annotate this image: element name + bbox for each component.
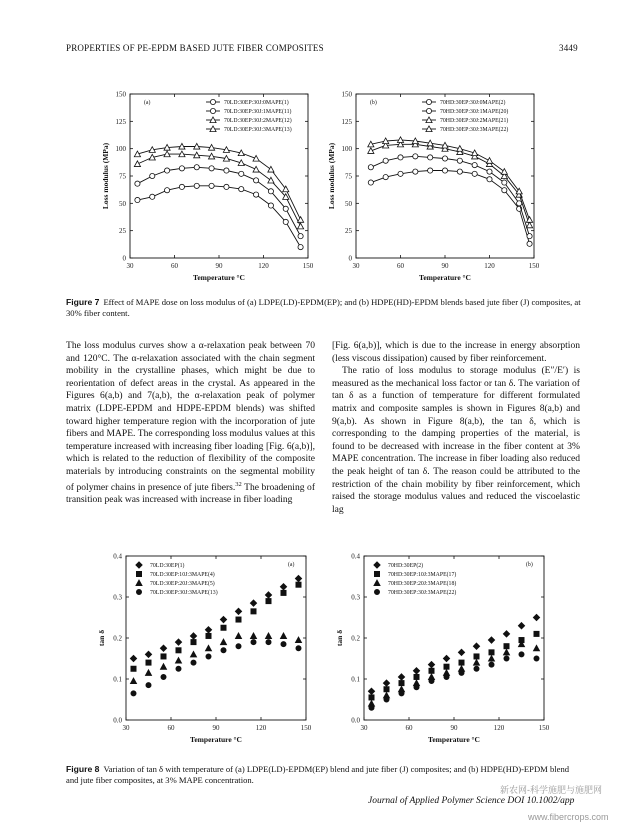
figure-7-caption-text: Effect of MAPE dose on loss modulus of (a) LDPE(LD)-EPDM(EP); and (b) HDPE(HD)-EPDM blends based jute fiber (J) composites, at 30% fiber content. — [66, 297, 581, 319]
legend-marker — [136, 571, 141, 576]
y-axis-label: Loss modulus (MPa) — [327, 142, 336, 210]
data-point — [283, 219, 288, 224]
y-tick-label: 0 — [122, 254, 126, 263]
x-axis-label: Temperature °C — [419, 273, 471, 282]
y-tick-label: 0.3 — [351, 593, 360, 602]
data-point — [220, 616, 226, 622]
y-tick-label: 0.3 — [113, 593, 122, 602]
data-point — [383, 174, 388, 179]
legend-label: 70HD:30EP:10J:3MAPE(17) — [388, 572, 457, 578]
data-point — [253, 192, 258, 197]
legend-label: 70LD:30EP(1) — [150, 563, 185, 569]
x-tick-label: 60 — [397, 262, 404, 270]
data-point — [489, 650, 494, 655]
x-tick-label: 90 — [212, 724, 220, 732]
data-point — [369, 705, 374, 710]
legend-label: 70HD:30EP:30J:2MAPE(21) — [440, 118, 509, 124]
panel-label: (b) — [526, 562, 533, 568]
panel-label: (a) — [288, 562, 295, 568]
data-point — [474, 666, 479, 671]
data-point — [457, 158, 462, 163]
data-point — [266, 599, 271, 604]
data-point — [489, 662, 494, 667]
data-point — [146, 683, 151, 688]
data-point — [504, 656, 509, 661]
data-point — [368, 180, 373, 185]
x-axis-label: Temperature °C — [190, 735, 242, 744]
data-point — [194, 165, 199, 170]
data-point — [399, 691, 404, 696]
data-point — [160, 645, 166, 651]
data-point — [145, 670, 151, 676]
legend-label: 70HD:30EP:30J:0MAPE(2) — [440, 100, 506, 106]
data-point — [486, 158, 492, 164]
data-point — [130, 655, 136, 661]
data-point — [250, 633, 256, 639]
data-point — [160, 664, 166, 670]
series-line — [371, 140, 530, 220]
page-number: 3449 — [559, 43, 578, 53]
series-1 — [368, 614, 539, 694]
series-1 — [135, 183, 303, 249]
x-tick-label: 90 — [441, 262, 449, 270]
data-point — [176, 666, 181, 671]
data-point — [191, 640, 196, 645]
legend-label: 70HD:30EP:30J:1MAPE(20) — [440, 109, 509, 115]
data-point — [175, 657, 181, 663]
data-point — [383, 158, 388, 163]
x-tick-label: 30 — [126, 262, 134, 270]
data-point — [265, 633, 271, 639]
data-point — [526, 222, 532, 228]
y-tick-label: 0.4 — [113, 552, 122, 561]
x-axis-label: Temperature °C — [428, 735, 480, 744]
data-point — [190, 633, 196, 639]
data-point — [268, 203, 273, 208]
y-tick-label: 150 — [115, 90, 126, 99]
data-point — [384, 687, 389, 692]
data-point — [517, 201, 522, 206]
data-point — [368, 165, 373, 170]
data-point — [206, 633, 211, 638]
data-point — [265, 592, 271, 598]
data-point — [503, 649, 509, 655]
data-point — [296, 582, 301, 587]
y-tick-label: 0.2 — [351, 634, 360, 643]
data-point — [205, 627, 211, 633]
x-tick-label: 120 — [493, 724, 505, 732]
data-point — [444, 674, 449, 679]
data-point — [176, 648, 181, 653]
series-4 — [131, 640, 301, 696]
data-point — [428, 155, 433, 160]
series-2 — [369, 631, 539, 700]
x-tick-label: 150 — [538, 724, 550, 732]
data-point — [179, 166, 184, 171]
legend-label: 70HD:30EP(2) — [388, 563, 424, 569]
data-point — [296, 646, 301, 651]
y-tick-label: 0.0 — [351, 716, 360, 725]
data-point — [297, 217, 303, 223]
data-point — [442, 168, 447, 173]
data-point — [444, 664, 449, 669]
series-1 — [130, 575, 301, 661]
figure-8b — [334, 548, 574, 758]
data-point — [190, 651, 196, 657]
legend-marker — [374, 580, 380, 586]
x-tick-label: 60 — [405, 724, 413, 732]
data-point — [161, 654, 166, 659]
data-point — [527, 234, 532, 239]
y-tick-label: 50 — [345, 199, 352, 208]
x-tick-label: 150 — [300, 724, 312, 732]
data-point — [268, 177, 274, 183]
y-tick-label: 0.1 — [351, 675, 360, 684]
series-line — [137, 154, 300, 226]
data-point — [519, 652, 524, 657]
y-tick-label: 0.2 — [113, 634, 122, 643]
data-point — [235, 633, 241, 639]
figure-7b — [326, 86, 592, 290]
figure-7-label: Figure 7 — [66, 297, 100, 307]
y-tick-label: 100 — [115, 145, 126, 154]
legend-label: 70LD:30EP:30J:0MAPE(1) — [224, 100, 289, 106]
data-point — [236, 644, 241, 649]
data-point — [383, 680, 389, 686]
x-tick-label: 60 — [167, 724, 175, 732]
x-tick-label: 150 — [528, 262, 540, 270]
y-tick-label: 0.0 — [113, 716, 122, 725]
legend-marker — [210, 108, 215, 113]
legend-label: 70LD:30EP:20J:3MAPE(5) — [150, 581, 215, 587]
data-point — [145, 651, 151, 657]
data-point — [236, 617, 241, 622]
legend-marker — [374, 571, 379, 576]
x-tick-label: 30 — [360, 724, 368, 732]
data-point — [209, 166, 214, 171]
panel-label: (a) — [144, 100, 151, 106]
legend-label: 70LD:30EP:30J:2MAPE(12) — [224, 118, 292, 124]
data-point — [368, 688, 374, 694]
data-point — [295, 575, 301, 581]
legend-label: 70LD:30EP:30J:3MAPE(13) — [150, 590, 218, 596]
data-point — [298, 244, 303, 249]
series-2 — [135, 165, 303, 239]
x-tick-label: 150 — [302, 262, 314, 270]
data-point — [150, 173, 155, 178]
series-3 — [134, 151, 303, 229]
legend-label: 70HD:30EP:30J:3MAPE(22) — [440, 127, 509, 133]
x-tick-label: 120 — [255, 724, 267, 732]
legend-marker — [426, 108, 431, 113]
left-para-text: The loss modulus curves show a α-relaxation peak between 70 and 120°C. The α-relaxation associated with the chain segment mobility in the crystalline phases, which might be due to reorientation of defect areas in the crystal. As appeared in the Figures 6(a,b) and 7(a,b), the α-relaxation peak of polymer matrix (LDPE-EPDM and HDPE-EPDM blends) was shifted toward higher temperature region with the incorporation of jute fibers and MAPE. The corresponding loss modulus values at this temperature increased with increasing fiber loading [Fig. 6(a,b)], which is related to the reduction of flexibility of the composite materials by introducing constraints on the segmental mobility of polymer chains in presence of jute fibers. — [66, 340, 315, 493]
data-point — [135, 181, 140, 186]
series-line — [137, 186, 300, 247]
data-point — [131, 666, 136, 671]
data-point — [235, 608, 241, 614]
data-point — [253, 166, 259, 172]
data-point — [534, 631, 539, 636]
data-point — [399, 681, 404, 686]
legend-marker — [136, 580, 142, 586]
data-point — [251, 640, 256, 645]
left-column — [66, 340, 315, 507]
figure-8-label: Figure 8 — [66, 764, 100, 774]
legend-marker — [136, 589, 141, 594]
data-point — [369, 695, 374, 700]
data-point — [413, 169, 418, 174]
data-point — [442, 156, 447, 161]
legend-label: 70HD:30EP:30J:3MAPE(22) — [388, 590, 457, 596]
y-tick-label: 50 — [119, 199, 126, 208]
watermark-line-1: 新农网-科学施肥与施肥网 — [500, 785, 602, 795]
data-point — [518, 623, 524, 629]
legend-label: 70LD:30EP:30J:1MAPE(11) — [224, 109, 292, 115]
y-tick-label: 75 — [345, 172, 352, 181]
legend-marker — [374, 589, 379, 594]
data-point — [251, 609, 256, 614]
panel-label: (b) — [370, 100, 377, 106]
x-tick-label: 30 — [122, 724, 130, 732]
data-point — [474, 654, 479, 659]
data-point — [266, 640, 271, 645]
data-point — [253, 155, 259, 161]
y-tick-label: 125 — [115, 117, 126, 126]
data-point — [473, 660, 479, 666]
series-2 — [368, 154, 532, 239]
data-point — [398, 155, 403, 160]
series-line — [137, 167, 300, 236]
data-point — [209, 183, 214, 188]
data-point — [175, 639, 181, 645]
data-point — [384, 697, 389, 702]
legend-marker — [210, 99, 215, 104]
data-point — [135, 197, 140, 202]
right-para-2: The ratio of loss modulus to storage modulus (E″/E′) is measured as the mechanical loss factor or tan δ. The variation of tan δ as a function of temperature for different formulated matrix and composite samples is shown in Figures 8(a,b) and 9(a,b). As shown in Figure 8(a,b), the tan δ, which is corresponding to the damping properties of the material, is found to be decreased with increase in the fiber content at 3% MAPE concentration. The increase in fiber loading also reduced the peak height of tan δ. The reason could be attributed to the restriction of the chain mobility by fiber reinforcement, which raised the storage modulus values and reduced the viscoelastic lag — [332, 365, 580, 515]
legend-marker — [136, 562, 142, 568]
data-point — [501, 169, 507, 175]
data-point — [473, 643, 479, 649]
x-tick-label: 60 — [171, 262, 178, 270]
x-tick-label: 120 — [484, 262, 495, 270]
series-3 — [368, 641, 539, 706]
legend-label: 70HD:30EP:20J:3MAPE(18) — [388, 581, 457, 587]
data-point — [428, 661, 434, 667]
data-point — [414, 674, 419, 679]
data-point — [179, 184, 184, 189]
data-point — [472, 171, 477, 176]
right-para-1: [Fig. 6(a,b)], which is due to the increase in energy absorption (less viscous dissipation) caused by fiber reinforcement. — [332, 340, 580, 364]
data-point — [504, 644, 509, 649]
data-point — [224, 168, 229, 173]
data-point — [280, 584, 286, 590]
data-point — [295, 637, 301, 643]
series-3 — [368, 141, 533, 228]
data-point — [268, 189, 273, 194]
data-point — [487, 169, 492, 174]
data-point — [428, 168, 433, 173]
y-tick-label: 25 — [345, 227, 352, 236]
data-point — [205, 645, 211, 651]
data-point — [368, 148, 374, 154]
right-column — [332, 340, 580, 516]
series-3 — [130, 633, 301, 684]
data-point — [503, 631, 509, 637]
data-point — [191, 660, 196, 665]
data-point — [533, 614, 539, 620]
data-point — [443, 655, 449, 661]
data-point — [221, 625, 226, 630]
data-point — [224, 184, 229, 189]
legend-label: 70LD:30EP:10J:3MAPE(4) — [150, 572, 215, 578]
figure-7-caption — [66, 297, 582, 319]
data-point — [134, 161, 140, 167]
data-point — [487, 177, 492, 182]
data-point — [283, 206, 288, 211]
data-point — [502, 188, 507, 193]
data-point — [459, 660, 464, 665]
y-tick-label: 0 — [348, 254, 352, 263]
data-point — [280, 633, 286, 639]
series-4 — [134, 143, 303, 222]
data-point — [533, 645, 539, 651]
y-axis-label: Loss modulus (MPa) — [101, 142, 110, 210]
x-tick-label: 90 — [450, 724, 458, 732]
data-point — [220, 639, 226, 645]
data-point — [131, 691, 136, 696]
data-point — [161, 674, 166, 679]
series-4 — [369, 652, 539, 711]
left-para-tail: The broadening of transition peak was increased with increase in fiber loading — [66, 481, 316, 506]
data-point — [398, 171, 403, 176]
journal-footer: Journal of Applied Polymer Science DOI 10.1002/app — [368, 796, 575, 806]
data-point — [297, 223, 303, 229]
data-point — [457, 169, 462, 174]
data-point — [206, 654, 211, 659]
y-tick-label: 150 — [341, 90, 352, 99]
data-point — [221, 648, 226, 653]
data-point — [146, 660, 151, 665]
data-point — [164, 168, 169, 173]
watermark-line-2: www.fibercrops.com — [528, 812, 609, 822]
series-line — [371, 156, 530, 236]
data-point — [130, 678, 136, 684]
figure-8a — [96, 548, 336, 758]
data-point — [268, 166, 274, 172]
data-point — [502, 180, 507, 185]
data-point — [250, 600, 256, 606]
data-point — [534, 656, 539, 661]
legend-marker — [374, 562, 380, 568]
x-tick-label: 120 — [258, 262, 269, 270]
y-tick-label: 0.1 — [113, 675, 122, 684]
data-point — [281, 642, 286, 647]
data-point — [429, 668, 434, 673]
data-point — [459, 670, 464, 675]
y-tick-label: 0.4 — [351, 552, 360, 561]
x-tick-label: 90 — [215, 262, 223, 270]
data-point — [239, 187, 244, 192]
figure-8-caption-text: Variation of tan δ with temperature of (a) LDPE(LD)-EPDM(EP) blend and jute fiber (J) composites; and (b) HDPE(HD)-EPDM blend and jute fiber composites, at 3% MAPE concentration. — [66, 764, 570, 786]
y-tick-label: 75 — [119, 172, 126, 181]
x-axis-label: Temperature °C — [193, 273, 245, 282]
data-point — [253, 178, 258, 183]
data-point — [472, 162, 477, 167]
data-point — [488, 655, 494, 661]
data-point — [429, 678, 434, 683]
data-point — [488, 637, 494, 643]
running-title: PROPERTIES OF PE-EPDM BASED JUTE FIBER COMPOSITES — [66, 43, 324, 53]
data-point — [194, 183, 199, 188]
data-point — [458, 649, 464, 655]
y-axis-label: tan δ — [335, 629, 344, 647]
y-tick-label: 25 — [119, 227, 126, 236]
data-point — [398, 674, 404, 680]
data-point — [413, 154, 418, 159]
data-point — [527, 241, 532, 246]
data-point — [281, 590, 286, 595]
citation-ref: 32 — [235, 480, 242, 488]
data-point — [413, 668, 419, 674]
data-point — [414, 685, 419, 690]
data-point — [298, 234, 303, 239]
y-tick-label: 125 — [341, 117, 352, 126]
y-tick-label: 100 — [341, 145, 352, 154]
legend-marker — [426, 99, 431, 104]
legend-label: 70LD:30EP:30J:3MAPE(13) — [224, 127, 292, 133]
data-point — [150, 194, 155, 199]
figure-7 — [66, 86, 328, 290]
data-point — [164, 188, 169, 193]
data-point — [239, 171, 244, 176]
y-axis-label: tan δ — [97, 629, 106, 647]
x-tick-label: 30 — [352, 262, 360, 270]
